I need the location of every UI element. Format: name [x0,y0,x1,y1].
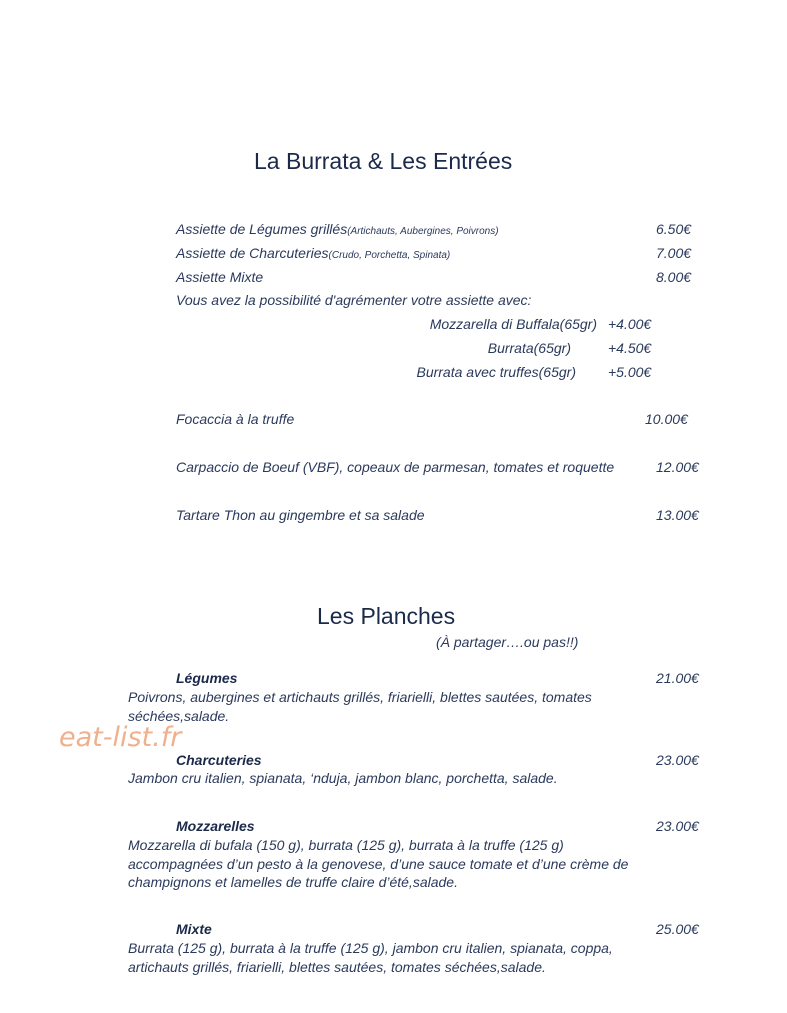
menu-item-name: Focaccia à la truffe [176,411,295,427]
menu-item-name: Assiette de Légumes grillés [176,221,348,237]
menu-item-name: Carpaccio de Boeuf (VBF), copeaux de parmesan, tomates et roquette [176,459,615,475]
option-price: +5.00€ [608,364,652,380]
option-name: Mozzarella di Buffala(65gr) [429,316,597,332]
planche-price: 23.00€ [656,752,699,768]
option-name: Burrata(65gr) [487,340,571,356]
option-intro: Vous avez la possibilité d'agrémenter votre assiette avec: [176,292,532,308]
planches-subtitle: (À partager….ou pas!!) [436,634,579,650]
menu-item-name: Tartare Thon au gingembre et sa salade [176,507,425,523]
menu-item-name: Assiette de Charcuteries [176,245,329,261]
menu-item-price: 7.00€ [656,245,692,261]
planche-name: Mixte [176,921,212,937]
planche-price: 21.00€ [656,670,699,686]
option-price: +4.50€ [608,340,652,356]
planche-name: Mozzarelles [176,818,255,834]
planche-price: 23.00€ [656,818,699,834]
watermark: eat-list.fr [59,722,182,753]
planche-name: Légumes [176,670,238,686]
menu-item-detail: (Artichauts, Aubergines, Poivrons) [347,226,499,237]
planche-desc: Burrata (125 g), burrata à la truffe (125 g), jambon cru italien, spianata, coppa, artichauts grillés, friarielli, blettes sautées, tomates séchées,salade. [128,940,613,975]
menu-item-price: 13.00€ [656,507,699,523]
menu-item [176,269,263,285]
menu-item-price: 12.00€ [656,459,699,475]
planche-name: Charcuteries [176,752,262,768]
planche-price: 25.00€ [656,921,699,937]
planche-desc: Poivrons, aubergines et artichauts grillés, friarielli, blettes sautées, tomates séchées,salade. [128,689,592,724]
menu-item-price: 10.00€ [645,411,688,427]
menu-item-name: Assiette Mixte [176,269,264,285]
planches-title: Les Planches [317,603,456,629]
menu-item-detail: (Crudo, Porchetta, Spinata) [328,250,451,261]
planche-desc: Jambon cru italien, spianata, ‘nduja, jambon blanc, porchetta, salade. [128,770,558,786]
menu-item-price: 8.00€ [656,269,692,285]
menu-item [176,221,499,237]
planche-desc: Mozzarella di bufala (150 g), burrata (125 g), burrata à la truffe (125 g) accompagnées d’un pesto à la genovese, d’une sauce tomate et d’une crème de champignons et lamelles de truffe claire d’été,salade. [128,837,629,890]
option-price: +4.00€ [608,316,652,332]
entrees-title: La Burrata & Les Entrées [254,148,513,174]
menu-item [176,245,450,261]
menu-item-price: 6.50€ [656,221,692,237]
option-name: Burrata avec truffes(65gr) [416,364,576,380]
